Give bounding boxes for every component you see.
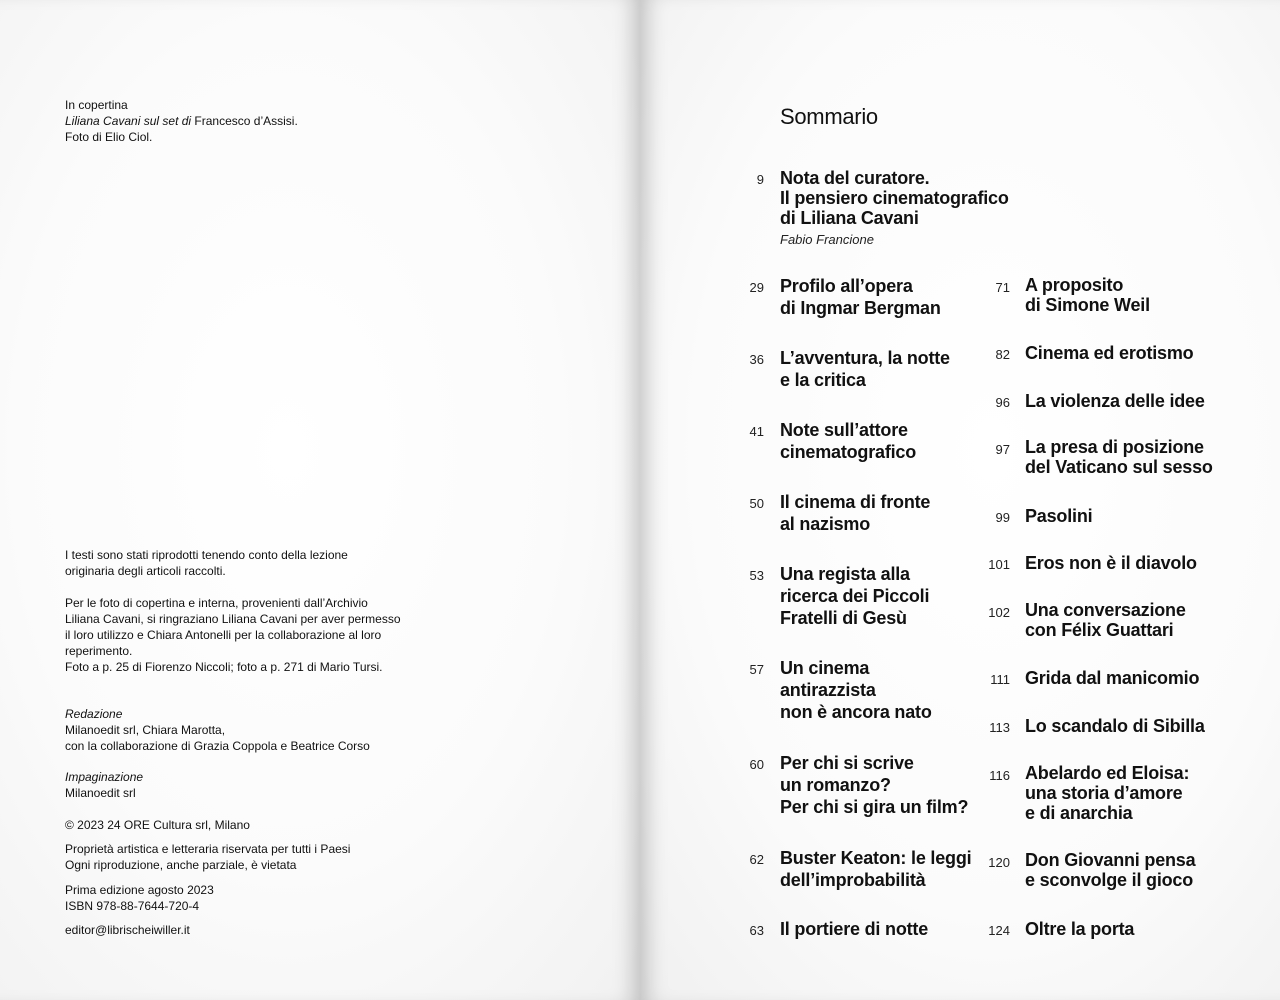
page-title: Sommario	[780, 104, 878, 129]
toc-page-number: 50	[749, 496, 764, 511]
impaginazione-label-text: Impaginazione	[65, 770, 144, 784]
toc-title-line: non è ancora nato	[780, 702, 932, 722]
toc-title-line: Per chi si gira un film?	[780, 797, 969, 817]
toc-title-line: e la critica	[780, 370, 866, 390]
toc-title-line: Una conversazione	[1025, 600, 1186, 620]
toc-page-number: 101	[988, 557, 1010, 572]
right-page	[640, 0, 1280, 1000]
toc-title-line: La presa di posizione	[1025, 437, 1204, 457]
toc-entry-title	[1025, 667, 1199, 689]
toc-title-line: Grida dal manicomio	[1025, 668, 1200, 688]
copyright	[65, 817, 465, 833]
toc-page-number: 116	[989, 768, 1010, 783]
toc-entry-title	[1025, 437, 1213, 477]
toc-title-line: A proposito	[1025, 275, 1124, 295]
redazione-line: Milanoedit srl, Chiara Marotta,	[65, 723, 226, 737]
redazione-line: con la collaborazione di Grazia Coppola e Beatrice Corso	[65, 739, 370, 753]
toc-page-number: 96	[995, 395, 1010, 410]
toc-title-line: ricerca dei Piccoli	[780, 586, 930, 606]
toc-page-number: 120	[988, 855, 1010, 870]
edition-line: Prima edizione agosto 2023	[65, 883, 214, 897]
toc-title-line: Per chi si scrive	[780, 753, 914, 773]
toc-title-line: con Félix Guattari	[1025, 620, 1174, 640]
toc-entry-title	[780, 168, 1009, 228]
toc-page-number: 113	[989, 720, 1010, 735]
toc-page-number: 41	[749, 424, 764, 439]
toc-entry-title	[1025, 600, 1186, 640]
toc-title-line: antirazzista	[780, 680, 876, 700]
toc-title-line: cinematografico	[780, 442, 917, 462]
toc-entry-author: Fabio Francione	[780, 232, 874, 247]
toc-title-line: Note sull’attore	[780, 420, 908, 440]
texts-note	[65, 547, 485, 579]
toc-page-number: 57	[749, 662, 764, 677]
toc-title-line: Nota del curatore.	[780, 168, 930, 188]
redazione-credit	[65, 706, 485, 754]
toc-entry-title	[780, 847, 971, 891]
toc-page-number: 36	[749, 352, 764, 367]
toc-title-line: una storia d’amore	[1025, 783, 1183, 803]
toc-entry-title	[780, 491, 930, 535]
toc-page-number: 71	[995, 280, 1010, 295]
toc-title-line: Il pensiero cinematografico	[780, 188, 1009, 208]
toc-entry-title	[780, 918, 928, 940]
toc-entry-title	[1025, 850, 1195, 890]
toc-title-line: La violenza delle idee	[1025, 391, 1205, 411]
impaginazione-credit	[65, 769, 465, 801]
toc-entry-title	[780, 563, 929, 629]
toc-page-number: 29	[749, 280, 764, 295]
toc-title-line: e di anarchia	[1025, 803, 1133, 823]
cover-credit	[65, 97, 465, 145]
toc-title-line: del Vaticano sul sesso	[1025, 457, 1213, 477]
email-block	[65, 922, 465, 938]
toc-page-number: 97	[995, 442, 1010, 457]
toc-entry-title	[1025, 342, 1193, 364]
toc-entry-title	[780, 657, 932, 723]
texts-note-line: originaria degli articoli raccolti.	[65, 564, 226, 578]
toc-title-line: Fratelli di Gesù	[780, 608, 907, 628]
toc-title-line: di Simone Weil	[1025, 295, 1150, 315]
toc-title-line: Cinema ed erotismo	[1025, 343, 1194, 363]
impaginazione-value: Milanoedit srl	[65, 786, 136, 800]
rights-notice	[65, 841, 465, 873]
isbn-line: ISBN 978-88-7644-720-4	[65, 899, 200, 913]
toc-page-number: 60	[749, 757, 764, 772]
toc-title-line: Lo scandalo di Sibilla	[1025, 716, 1205, 736]
photos-note-line: Per le foto di copertina e interna, provenienti dall’Archivio	[65, 596, 368, 610]
cover-line-1: In copertina	[65, 98, 128, 112]
toc-entry-title	[780, 275, 941, 319]
toc-page-number: 124	[988, 923, 1010, 938]
toc-title-line: Il portiere di notte	[780, 919, 929, 939]
rights-line: Ogni riproduzione, anche parziale, è vietata	[65, 858, 297, 872]
toc-title-line: al nazismo	[780, 514, 871, 534]
toc-entry-title	[1025, 763, 1189, 823]
photos-note-line: reperimento.	[65, 644, 133, 658]
toc-page-number: 62	[749, 852, 764, 867]
copyright-text: © 2023 24 ORE Cultura srl, Milano	[65, 818, 250, 832]
photos-note-line: Foto a p. 25 di Fiorenzo Niccoli; foto a p. 271 di Mario Tursi.	[65, 660, 383, 674]
toc-page-number: 63	[749, 923, 764, 938]
texts-note-line: I testi sono stati riprodotti tenendo conto della lezione	[65, 548, 348, 562]
redazione-label	[65, 706, 485, 722]
photos-note	[65, 595, 485, 675]
toc-title-line: Il cinema di fronte	[780, 492, 931, 512]
toc-page-number: 82	[995, 347, 1010, 362]
photos-note-line: il loro utilizzo e Chiara Antonelli per la collaborazione al loro	[65, 628, 382, 642]
toc-title-line: Don Giovanni pensa	[1025, 850, 1196, 870]
toc-page-number: 111	[990, 672, 1010, 687]
toc-title-line: L’avventura, la notte	[780, 348, 950, 368]
toc-title-line: di Liliana Cavani	[780, 208, 919, 228]
cover-line-2-plain: Francesco d’Assisi.	[191, 114, 298, 128]
toc-title-line: Un cinema	[780, 658, 870, 678]
toc-title-line: Eros non è il diavolo	[1025, 553, 1197, 573]
toc-entry-title	[1025, 505, 1092, 527]
toc-title-line: Oltre la porta	[1025, 919, 1135, 939]
redazione-label-text: Redazione	[65, 707, 123, 721]
toc-title-line: e sconvolge il gioco	[1025, 870, 1194, 890]
toc-page-number: 9	[756, 172, 764, 187]
toc-title-line: dell’improbabilità	[780, 870, 926, 890]
edition-info	[65, 882, 465, 914]
toc-title-line: Profilo all’opera	[780, 276, 913, 296]
toc-entry-title	[780, 752, 968, 818]
toc-entry-title	[1025, 275, 1150, 315]
toc-title-line: Una regista alla	[780, 564, 910, 584]
toc-entry-title	[780, 347, 950, 391]
toc-title-line: Buster Keaton: le leggi	[780, 848, 972, 868]
toc-entry-title	[780, 419, 916, 463]
email-address: editor@librischeiwiller.it	[65, 923, 190, 937]
photos-note-line: Liliana Cavani, si ringraziano Liliana Cavani per aver permesso	[65, 612, 401, 626]
cover-line-3: Foto di Elio Ciol.	[65, 130, 153, 144]
toc-title-line: Abelardo ed Eloisa:	[1025, 763, 1190, 783]
toc-entry-title	[1025, 390, 1205, 412]
cover-line-2	[65, 113, 465, 129]
cover-line-2-italic: Liliana Cavani sul set di	[65, 114, 192, 128]
toc-entry-title	[1025, 918, 1134, 940]
impaginazione-label	[65, 769, 465, 785]
toc-page-number: 99	[995, 510, 1010, 525]
toc-title-line: un romanzo?	[780, 775, 891, 795]
toc-title-line: di Ingmar Bergman	[780, 298, 941, 318]
toc-page-number: 53	[749, 568, 764, 583]
toc-entry-title	[1025, 552, 1197, 574]
toc-page-number: 102	[988, 605, 1010, 620]
rights-line: Proprietà artistica e letteraria riservata per tutti i Paesi	[65, 842, 351, 856]
toc-title-line: Pasolini	[1025, 506, 1093, 526]
toc-entry-title	[1025, 715, 1205, 737]
